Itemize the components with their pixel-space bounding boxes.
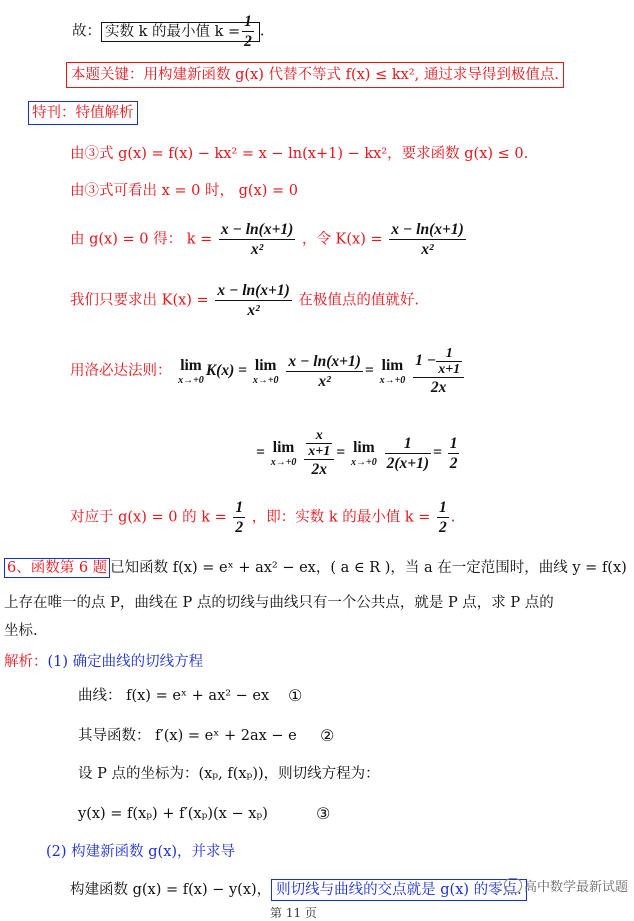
lhopital-prefix: 用洛必达法则： [70,363,172,380]
step-x-zero-text: 由③式可看出 x = 0 时， g(x) = 0 [70,183,298,199]
fraction-numerator: 1 [244,13,252,30]
step-conclusion: 对应于 g(x) = 0 的 k = $\frac{1}{2}$ ，即：实数 k 的最小值 k = $\frac{1}{2}$ . [70,499,456,536]
equation-mark-2: ② [320,726,335,745]
question-text-2: 上存在唯一的点 P，曲线在 P 点的切线与曲线只有一个公共点，就是 P 点，求 P 点的 [4,595,554,611]
curve-equation [78,686,303,706]
conclusion-prefix: 故： [72,23,101,40]
continuation-fraction-3: $\frac{1}{2}$ [449,435,458,472]
derivative-equation [78,726,335,746]
point-p-text: 设 P 点的坐标为：(xₚ, f(xₚ))，则切线方程为： [78,766,380,782]
watermark-text: 高中数学最新试题 [523,880,628,895]
continuation-fraction-1: $\frac{\frac{x}{x+1}}{2x}$ [304,428,334,479]
fraction-numerator: x − ln(x+1) [217,282,290,299]
special-tag-text: 特刊：特值解析 [32,105,134,121]
conclusion-box-text: 实数 k 的最小值 k = [105,23,241,40]
K-fraction-2 [215,281,291,320]
step-k-expression [70,220,468,259]
key-point-box [66,62,564,88]
step-conclusion-mid: ，即：实数 k 的最小值 k = [251,509,431,526]
fraction-denominator: 2 [244,33,252,50]
conclusion-fraction [242,12,254,51]
limit-4: lim x→+0 [270,438,297,468]
limit-5: lim x→+0 [351,438,377,468]
lhopital-fraction-2: 1 − $\frac{1}{x+1}$ 2x [413,346,464,397]
solution-step-1 [4,652,203,672]
step-k-mid: ，令 K(x) = [301,231,383,248]
derivative-equation-text: 其导函数： f′(x) = eˣ + 2ax − e [78,728,297,744]
conclusion-suffix: . [259,23,265,40]
solution-step-2 [46,842,235,862]
lhopital-continuation: = lim x→+0 $\frac{\frac{x}{x+1}}{2x}$ = lim x→+0 $\frac{1}{2(x+1)}$ = $\frac{1}{2}$ [256,428,458,478]
limit-1: lim x→+0 [178,356,204,386]
tangent-equation-text: y(x) = f(xₚ) + f′(xₚ)(x − xₚ) [78,806,268,822]
limit-2: lim x→+0 [252,356,279,386]
step-extreme-prefix: 我们只要求出 K(x) = [70,292,209,309]
construct-g-line [70,880,527,900]
tangent-equation [78,804,331,824]
lhopital-math: lim x→+0 K(x) = lim x→+0 $\frac{x - \ln(x+1)}{\text{x²}}$ = lim x→+0 1 − $\frac{1}{x+1}$ 2x [176,362,466,379]
construct-g-prefix: 构建函数 g(x) = f(x) − y(x)， [70,882,272,898]
step-conclusion-prefix: 对应于 g(x) = 0 的 k = [70,509,227,526]
wechat-icon [504,878,522,893]
question-line-3 [4,621,38,641]
special-tag [28,101,138,125]
K-of-x: K(x) = [205,362,247,380]
half-fraction-2: $\frac{1}{2}$ [439,499,447,536]
step-g-definition [70,144,528,164]
curve-equation-text: 曲线： f(x) = eˣ + ax² − ex [78,688,270,704]
K-fraction [389,220,465,259]
question-text-3: 坐标. [4,623,38,639]
key-point-text: 本题关键：用构建新函数 g(x) 代替不等式 f(x) ≤ kx², 通过求导得到极值点. [71,67,559,83]
limit-3: lim x→+0 [379,356,406,386]
step-extreme-suffix: 在极值点的值就好. [298,292,420,309]
fraction-denominator: x² [421,241,434,258]
conclusion-box [101,13,260,50]
solution-label: 解析： [4,654,48,670]
step-k-prefix: 由 g(x) = 0 得： k = [70,231,213,248]
question-line-1 [4,558,627,578]
lhopital-line [70,346,466,397]
question-text-1: 已知函数 f(x) = eˣ + ax² − ex，( a ∈ R )，当 a 在一定范围时，曲线 y = f(x) [110,560,627,576]
k-fraction [219,220,295,259]
step-extreme [70,281,419,320]
question-tag: 6、函数第 6 题 [4,558,110,578]
equation-mark-3: ③ [316,804,331,823]
page-footer: 第 11 页 [270,906,317,920]
lhopital-fraction-1: $\frac{x - \ln(x+1)}{\text{x²}}$ [288,353,361,390]
watermark [504,876,628,895]
conclusion-line [72,12,265,51]
step-g-text: 由③式 g(x) = f(x) − kx² = x − ln(x+1) − kx²，要求函数 g(x) ≤ 0. [70,146,529,162]
fraction-numerator: x − ln(x+1) [220,221,294,238]
fraction-denominator: x² [250,241,264,258]
question-line-2 [4,593,554,613]
half-fraction-1: $\frac{1}{2}$ [235,499,244,536]
continuation-fraction-2: $\frac{1}{2(x+1)}$ [386,435,429,472]
solution-step-1-text: (1) 确定曲线的切线方程 [47,654,204,670]
step-x-zero [70,181,298,201]
point-p-coordinates [78,764,380,784]
fraction-denominator: x² [247,302,260,319]
fraction-numerator: x − ln(x+1) [391,221,464,238]
equation-mark-1: ① [288,686,303,705]
zero-point-box: 则切线与曲线的交点就是 g(x) 的零点. [271,879,527,901]
solution-step-2-text: (2) 构建新函数 g(x)，并求导 [46,844,236,860]
